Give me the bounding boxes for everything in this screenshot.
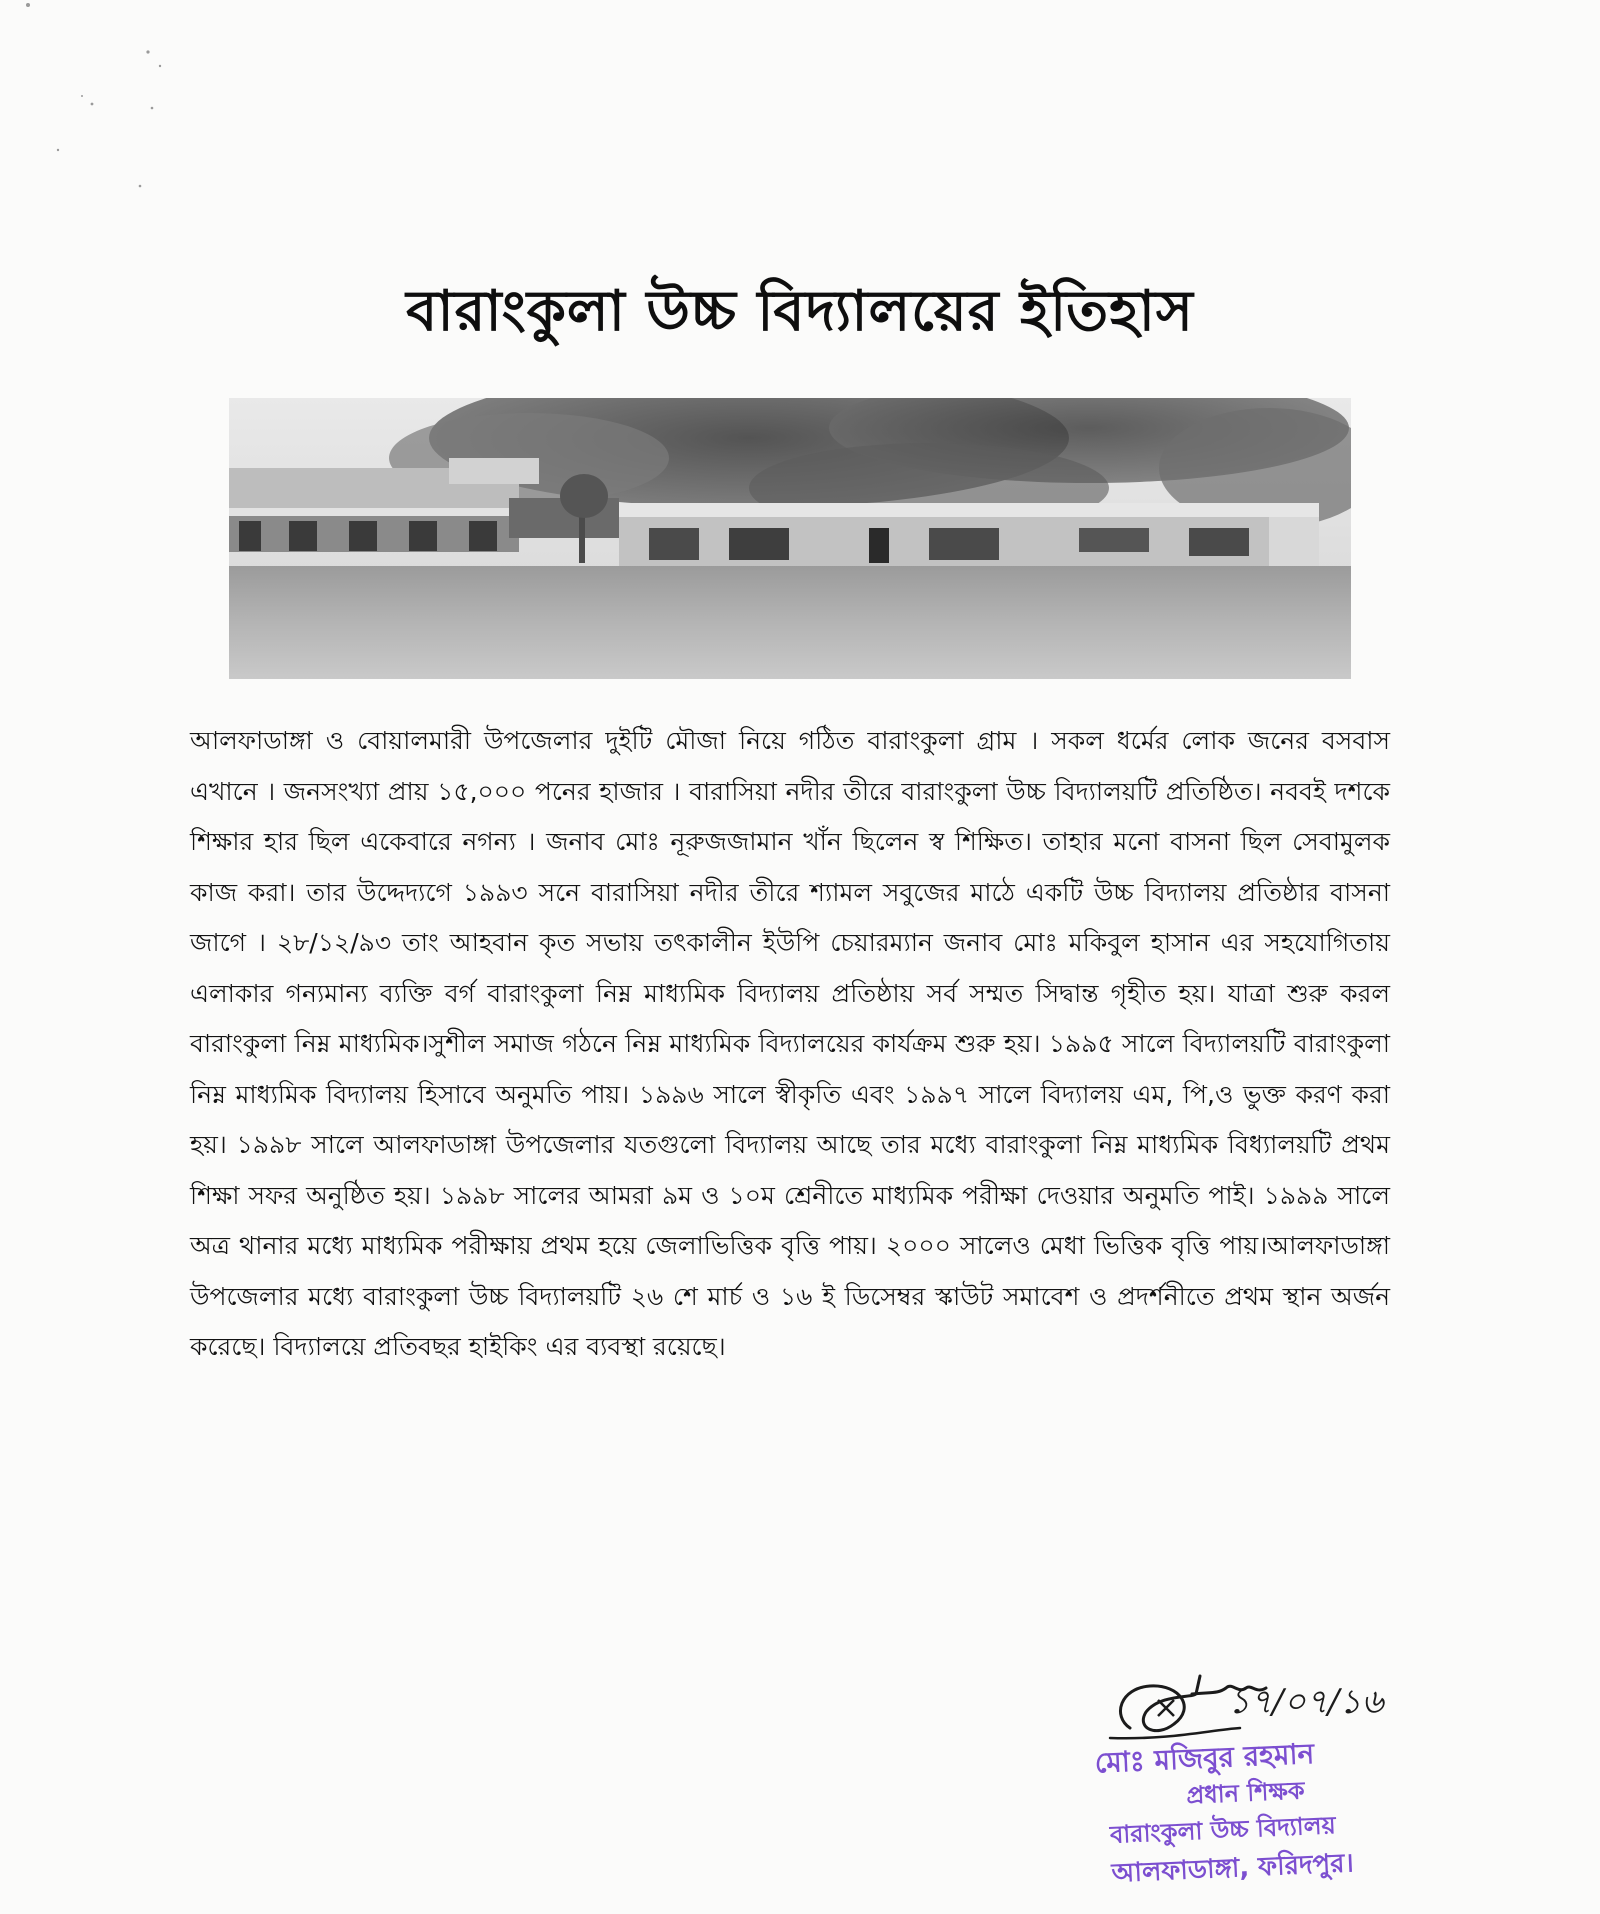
stamp-role: প্রধান শিক্ষক (1185, 1776, 1306, 1810)
headmaster-stamp (1084, 1730, 1420, 1894)
history-paragraph: আলফাডাঙ্গা ও বোয়ালমারী উপজেলার দুইটি মৌজা নিয়ে গঠিত বারাংকুলা গ্রাম । সকল ধর্মের লোক জনের বসবাস এখানে । জনসংখ্যা প্রায় ১৫,০০০ পনের হাজার । বারাসিয়া নদীর তীরে বারাংকুলা উচ্চ বিদ্যালয়টি প্রতিষ্ঠিত। নববই দশকে শিক্ষার হার ছিল একেবারে নগন্য । জনাব মোঃ নূরুজজামান খাঁন ছিলেন স্ব শিক্ষিত। তাহার মনো বাসনা ছিল সেবামুলক কাজ করা। তার উদ্দেদ্যগে ১৯৯৩ সনে বারাসিয়া নদীর তীরে শ্যামল সবুজের মাঠে একটি উচ্চ বিদ্যালয় প্রতিষ্ঠার বাসনা জাগে । ২৮/১২/৯৩ তাং আহবান কৃত সভায় তৎকালীন ইউপি চেয়ারম্যান জনাব মোঃ মকিবুল হাসান এর সহযোগিতায় এলাকার গন্যমান্য ব্যক্তি বর্গ বারাংকুলা নিম্ন মাধ্যমিক বিদ্যালয় প্রতিষ্ঠায় সর্ব সম্মত সিদ্বান্ত গৃহীত হয়। যাত্রা শুরু করল বারাংকুলা নিম্ন মাধ্যমিক।সুশীল সমাজ গঠনে নিম্ন মাধ্যমিক বিদ্যালয়ের কার্যক্রম শুরু হয়। ১৯৯৫ সালে বিদ্যালয়টি বারাংকুলা নিম্ন মাধ্যমিক বিদ্যালয় হিসাবে অনুমতি পায়। ১৯৯৬ সালে স্বীকৃতি এবং ১৯৯৭ সালে বিদ্যালয় এম, পি,ও ভুক্ত করণ করা হয়। ১৯৯৮ সালে আলফাডাঙ্গা উপজেলার যতগুলো বিদ্যালয় আছে তার মধ্যে বারাংকুলা নিম্ন মাধ্যমিক বিধ্যালয়টি প্রথম শিক্ষা সফর অনুষ্ঠিত হয়। ১৯৯৮ সালের আমরা ৯ম ও ১০ম শ্রেনীতে মাধ্যমিক পরীক্ষা দেওয়ার অনুমতি পাই। ১৯৯৯ সালে অত্র থানার মধ্যে মাধ্যমিক পরীক্ষায় প্রথম হয়ে জেলাভিত্তিক বৃত্তি পায়। ২০০০ সালেও মেধা ভিত্তিক বৃত্তি পায়।আলফাডাঙ্গা উপজেলার মধ্যে বারাংকুলা উচ্চ বিদ্যালয়টি ২৬ শে মার্চ ও ১৬ ই ডিসেম্বর স্কাউট সমাবেশ ও প্রদর্শনীতে প্রথম স্থান অর্জন করেছে। বিদ্যালয়ে প্রতিবছর হাইকিং এর ব্যবস্থা রয়েছে। (190, 726, 1390, 1361)
scan-speckles (0, 0, 260, 220)
stamp-place: আলফাডাঙ্গা, ফরিদপুর। (1111, 1848, 1355, 1889)
signature-date: ১৭/০৭/১৬ (1228, 1682, 1384, 1722)
school-building-photo (229, 398, 1351, 679)
stamp-school: বারাংকুলা উচ্চ বিদ্যালয় (1109, 1811, 1337, 1849)
stamp-name: মোঃ মজিবুর রহমান (1094, 1736, 1315, 1780)
page-title: বারাংকুলা উচ্চ বিদ্যালয়ের ইতিহাস (406, 278, 1194, 344)
